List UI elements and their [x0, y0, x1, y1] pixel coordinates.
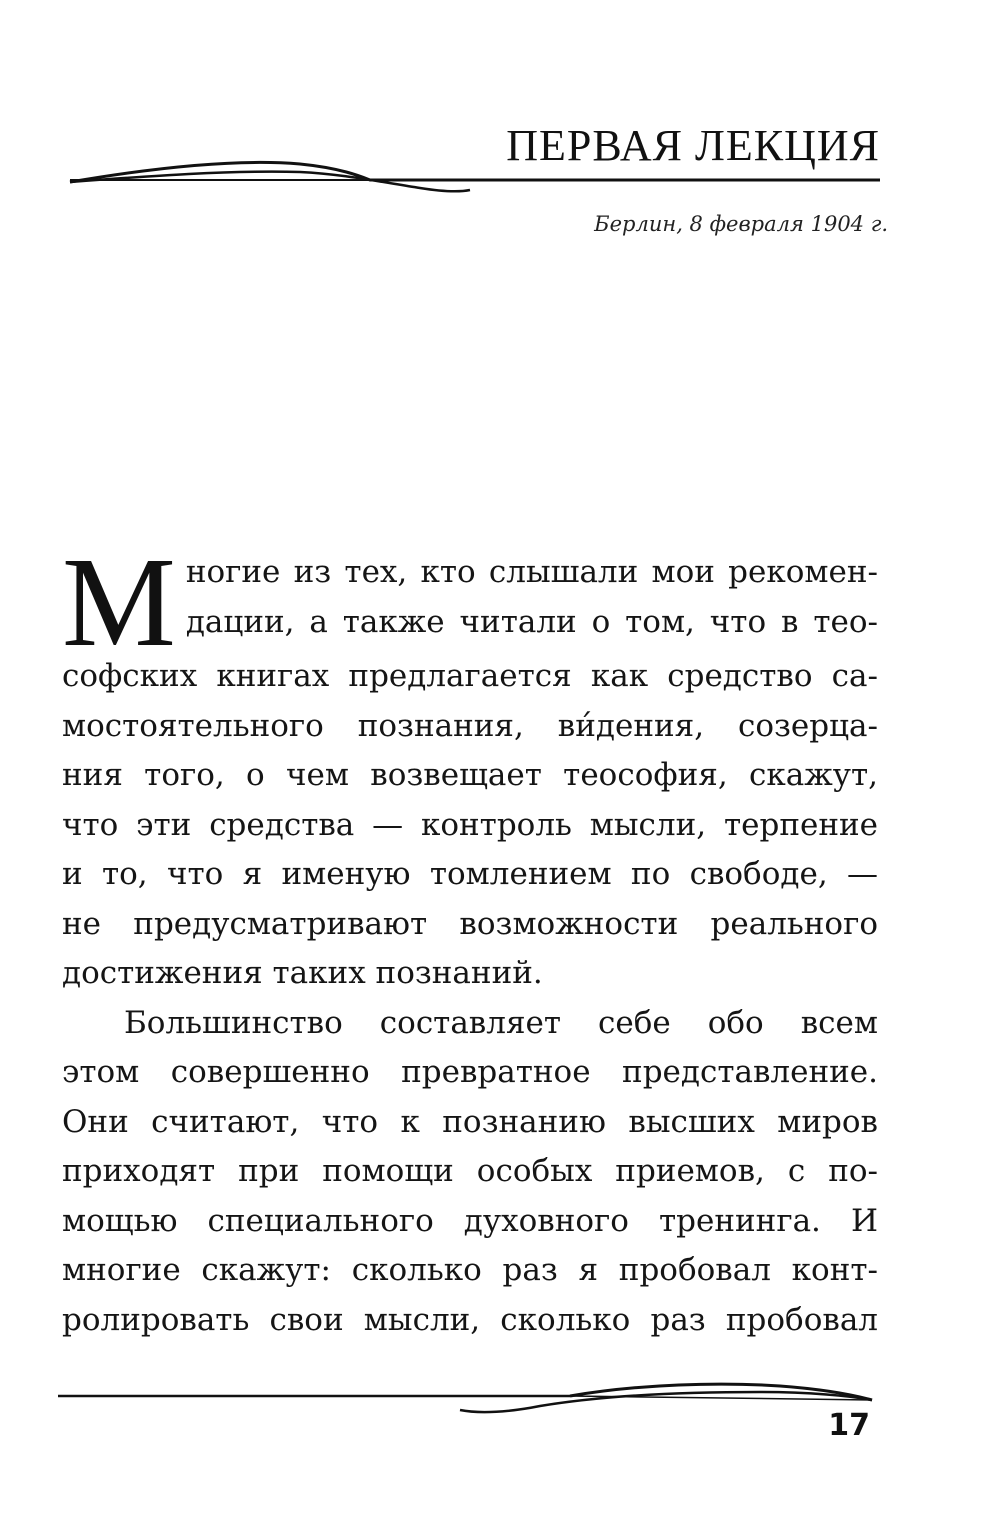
body-text [62, 531, 878, 1345]
text-line: что эти средства — контроль мысли, терпение [62, 806, 878, 843]
text-line: и то, что я именую томлением по свободе, — [62, 856, 878, 892]
text-line: мощью специального духовного тренинга. И [62, 1202, 878, 1239]
text-line: софских книгах предлагается как средство са- [62, 658, 878, 694]
text-line: приходят при помощи особых приемов, с по- [62, 1153, 878, 1189]
drop-cap: М [62, 531, 176, 673]
header-flourish-ornament [0, 150, 1000, 210]
text-line: мостоятельного познания, ви́дения, созерца- [62, 707, 878, 744]
text-line: Большинство составляет себе обо всем [124, 1004, 878, 1041]
paragraph-1 [62, 531, 878, 999]
chapter-title: ПЕРВАЯ ЛЕКЦИЯ [506, 121, 880, 170]
text-line: ния того, о чем возвещает теософия, скажут, [62, 757, 878, 793]
text-line: ролировать свои мысли, сколько раз пробовал [62, 1301, 878, 1338]
text-line: ногие из тех, кто слышали мои рекомен- [185, 554, 878, 590]
page-number: 17 [828, 1408, 870, 1443]
dateline: Берлин, 8 февраля 1904 г. [594, 212, 888, 236]
text-line: дации, а также читали о том, что в тео- [185, 603, 878, 640]
text-line: не предусматривают возможности реального [62, 905, 878, 942]
text-line: этом совершенно превратное представление. [62, 1054, 878, 1090]
paragraph-2 [62, 999, 878, 1346]
text-line: Они считают, что к познанию высших миров [62, 1103, 878, 1140]
text-line: многие скажут: сколько раз я пробовал конт- [62, 1252, 878, 1288]
text-line: достижения таких познаний. [62, 955, 543, 991]
